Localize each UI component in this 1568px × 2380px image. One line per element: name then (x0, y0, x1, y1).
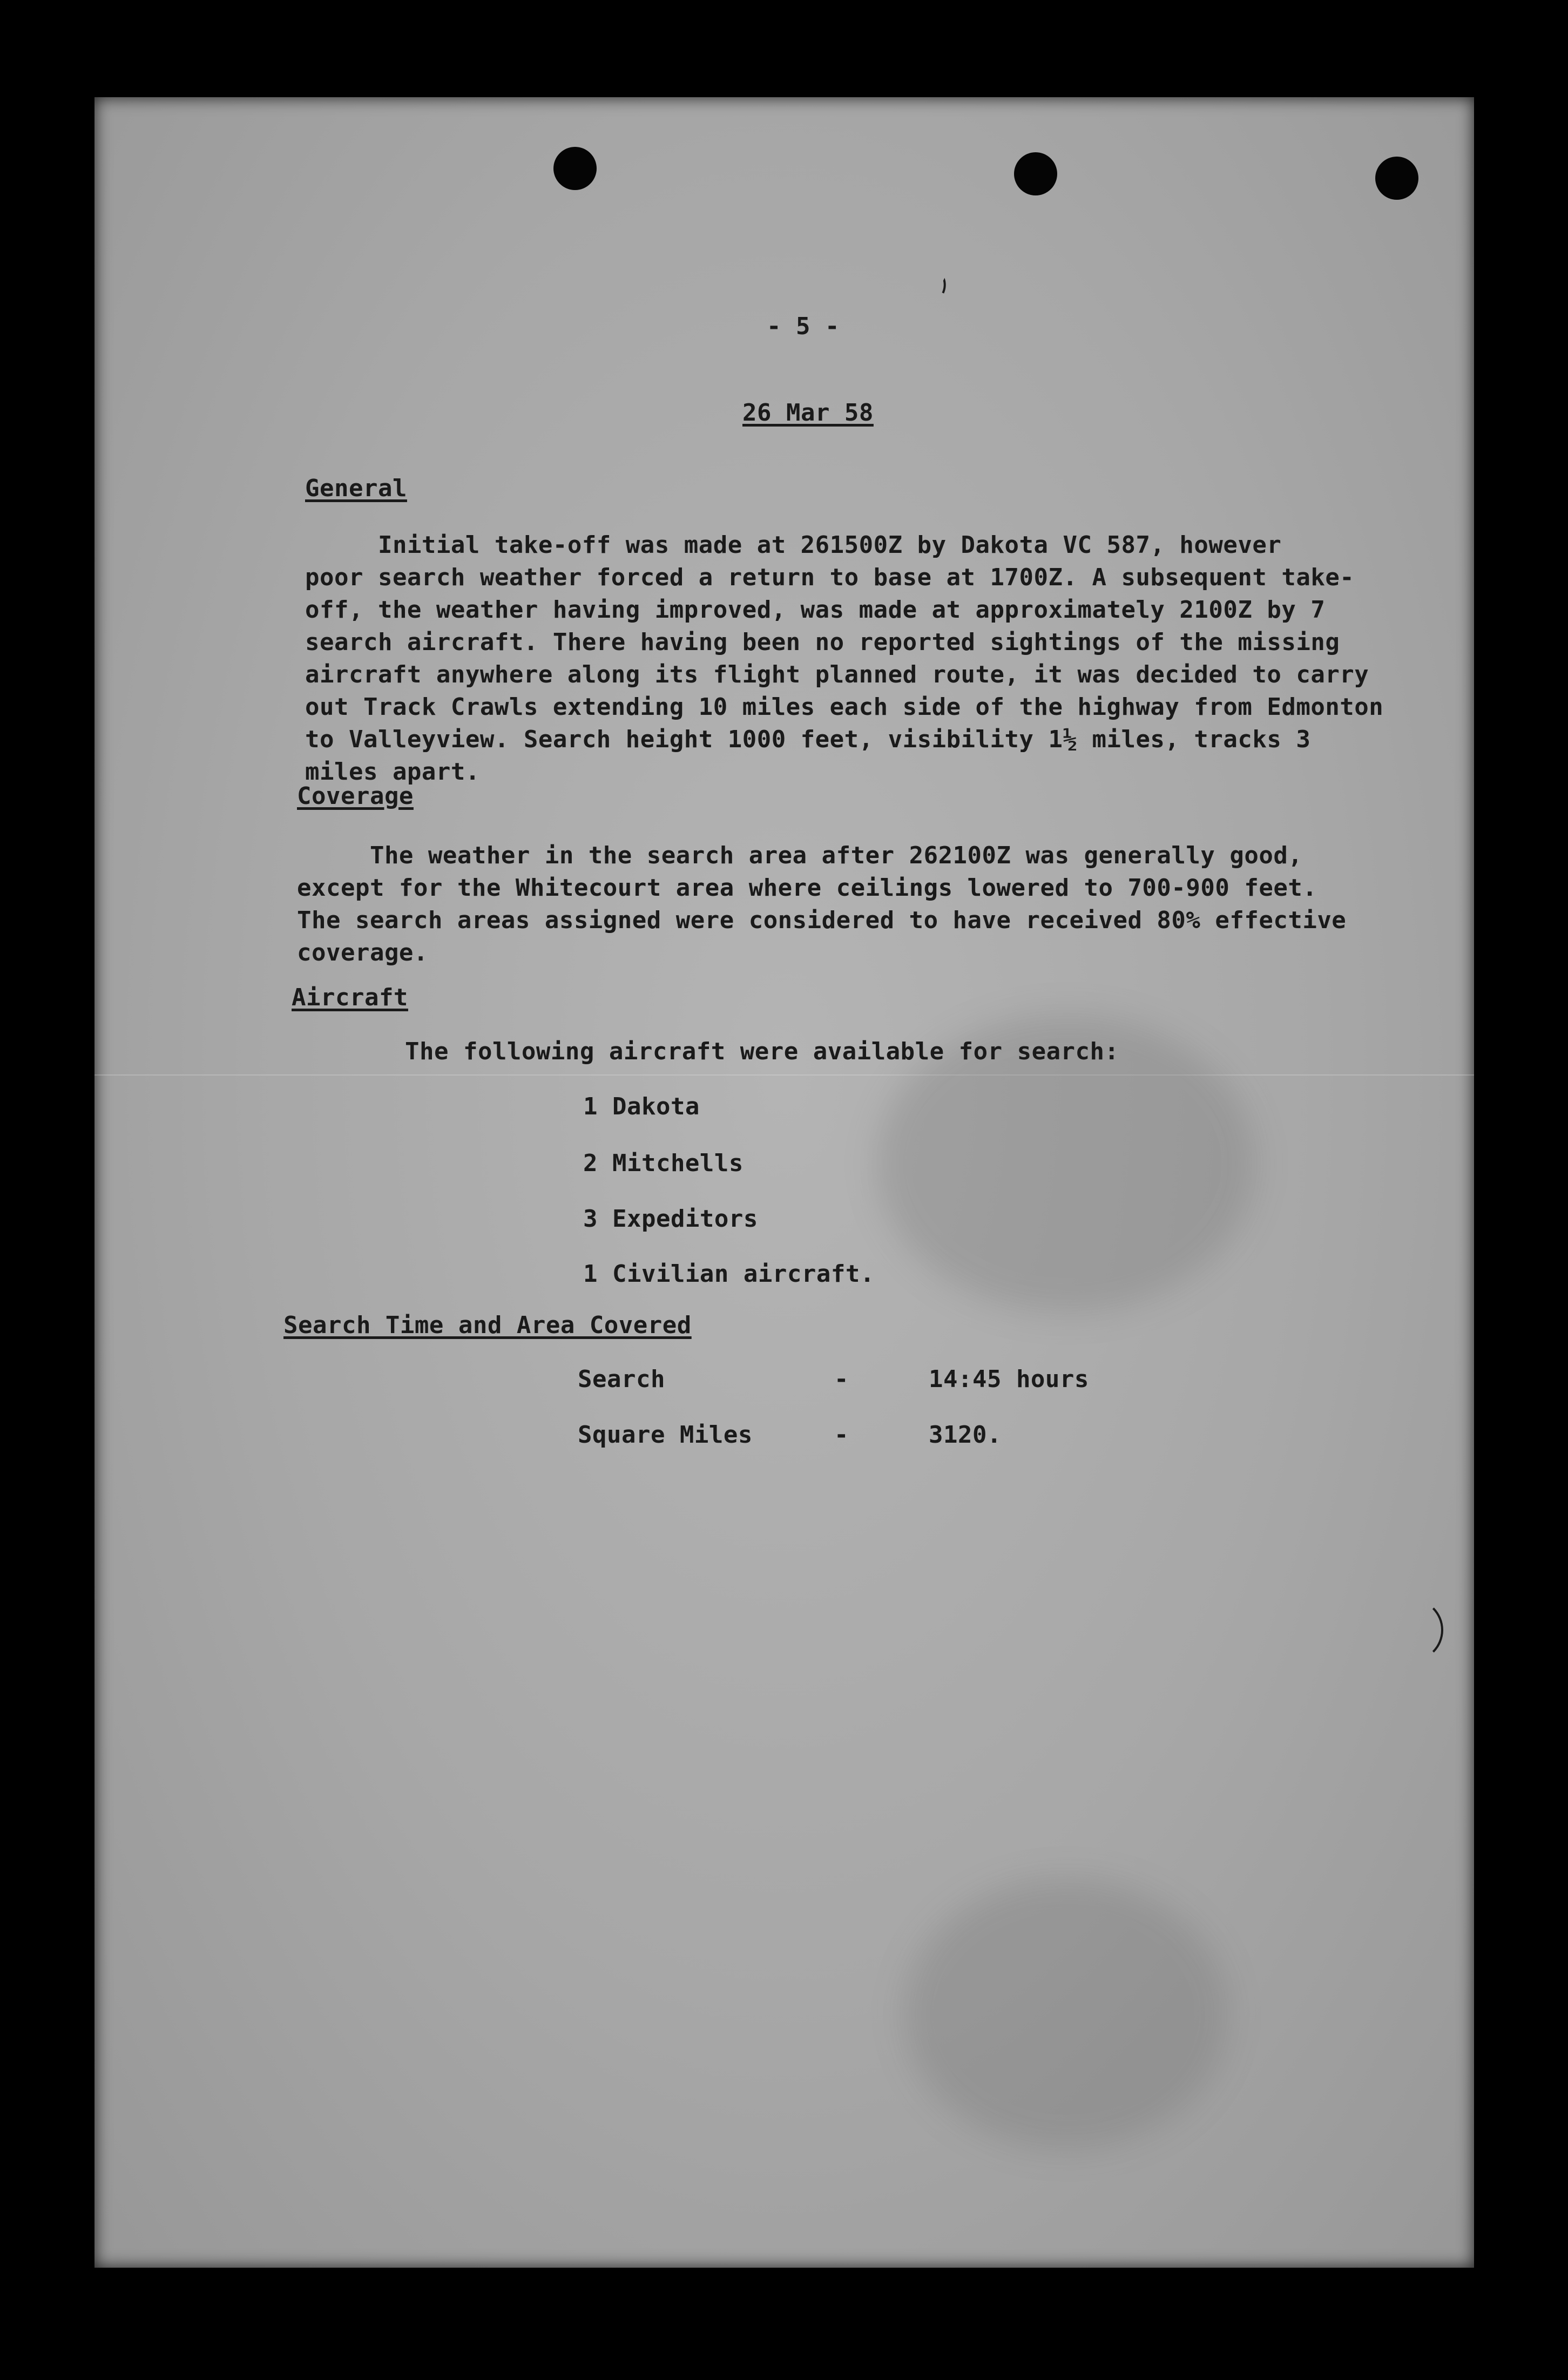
list-item: 1 Dakota (583, 1093, 700, 1120)
stain (904, 1879, 1228, 2149)
paragraph-line: miles apart. (305, 758, 480, 786)
paragraph-line: out Track Crawls extending 10 miles each side of the highway from Edmonton (305, 693, 1384, 721)
paragraph-line: except for the Whitecourt area where ceilings lowered to 700-900 feet. (297, 874, 1317, 902)
paragraph-line: Initial take-off was made at 261500Z by Dakota VC 587, however (305, 531, 1282, 559)
row-label: Square Miles (578, 1421, 753, 1449)
document-page (94, 97, 1474, 2268)
paragraph-line: poor search weather forced a return to base at 1700Z. A subsequent take- (305, 564, 1355, 591)
list-item: 1 Civilian aircraft. (583, 1260, 875, 1288)
paragraph-line: coverage. (297, 939, 428, 966)
row-label: Search (578, 1365, 665, 1393)
row-separator: - (834, 1421, 849, 1449)
section-heading-coverage: Coverage (297, 782, 414, 810)
punch-hole-middle (1014, 152, 1057, 195)
document-date: 26 Mar 58 (742, 399, 874, 427)
row-value: 14:45 hours (929, 1365, 1089, 1393)
section-heading-aircraft: Aircraft (292, 984, 408, 1011)
aircraft-intro: The following aircraft were available for search: (405, 1038, 1119, 1065)
punch-hole-right (1375, 157, 1418, 200)
list-item: 3 Expeditors (583, 1205, 758, 1233)
row-value: 3120. (929, 1421, 1002, 1449)
paragraph-line: The weather in the search area after 262100Z was generally good, (297, 842, 1303, 869)
section-heading-search-time: Search Time and Area Covered (283, 1311, 692, 1339)
punch-hole-left (553, 147, 597, 190)
pen-bracket-mark (1401, 1598, 1443, 1662)
page-number: - 5 - (767, 313, 840, 340)
row-separator: - (834, 1365, 849, 1393)
list-item: 2 Mitchells (583, 1150, 744, 1177)
paragraph-line: search aircraft. There having been no reported sightings of the missing (305, 628, 1340, 656)
paragraph-line: to Valleyview. Search height 1000 feet, visibility 1½ miles, tracks 3 (305, 726, 1311, 753)
section-heading-general: General (305, 475, 407, 502)
fold-line (94, 1074, 1474, 1076)
paragraph-line: aircraft anywhere along its flight planned route, it was decided to carry (305, 661, 1369, 688)
paragraph-line: off, the weather having improved, was made at approximately 2100Z by 7 (305, 596, 1326, 624)
pen-check-mark (910, 278, 952, 310)
paragraph-line: The search areas assigned were considered to have received 80% effective (297, 907, 1347, 934)
